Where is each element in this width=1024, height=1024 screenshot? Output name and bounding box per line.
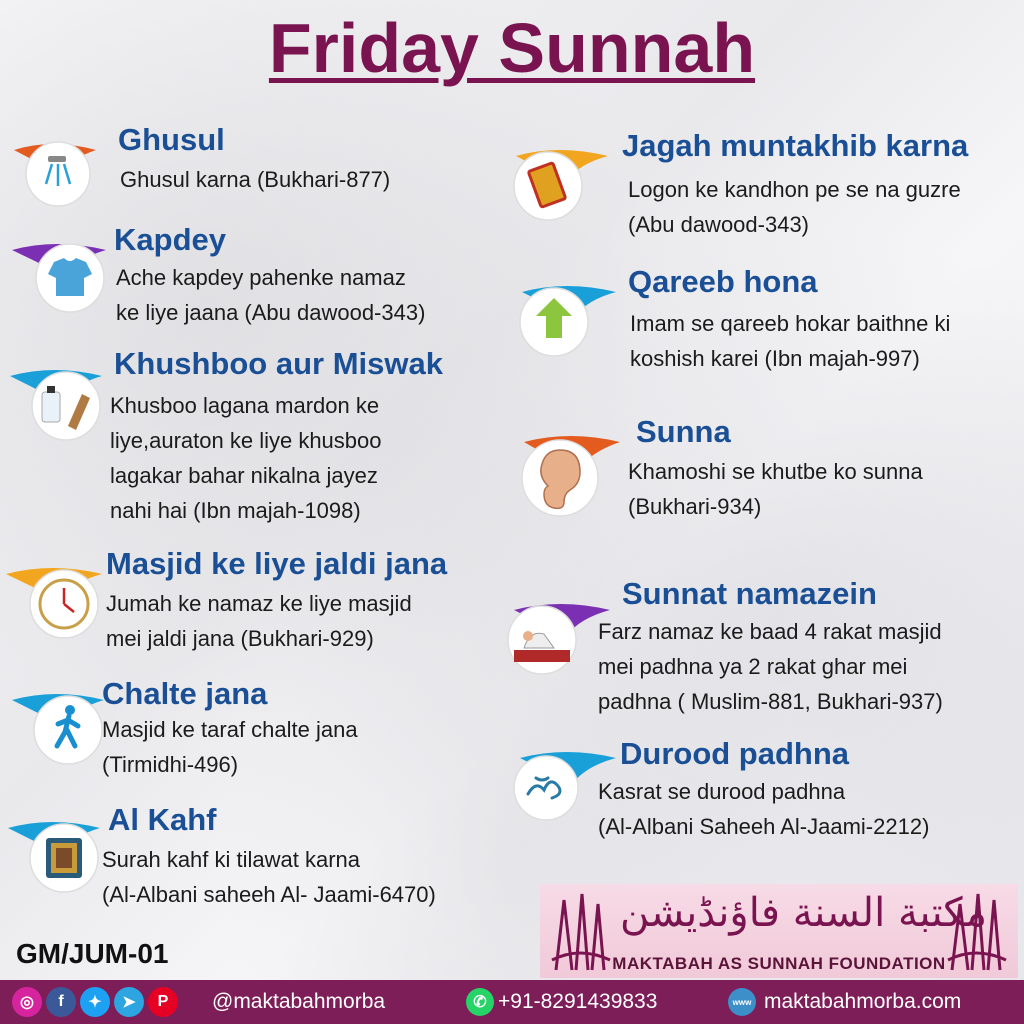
footer-handle-group [212,980,385,1024]
praying-person-icon [500,596,580,676]
item-description: Ache kapdey pahenke namaz ke liye jaana (Abu dawood-343) [116,265,426,325]
item-description: Farz namaz ke baad 4 rakat masjid mei padhna ya 2 rakat ghar mei padhna ( Muslim-881, Bukhari-937) [598,619,943,714]
twitter-icon[interactable]: ✦ [80,987,110,1017]
item-heading: Kapdey [114,222,226,257]
item-heading: Sunna [636,414,731,449]
item-heading: Jagah muntakhib karna [622,128,969,163]
item-description: Khamoshi se khutbe ko sunna (Bukhari-934) [628,459,923,519]
item-description: Logon ke kandhon pe se na guzre (Abu dawood-343) [628,177,961,237]
item-description: Kasrat se durood padhna (Al-Albani Saheeh Al-Jaami-2212) [598,779,930,839]
perfume-miswak-icon [10,358,90,438]
globe-icon: www [728,988,756,1016]
instagram-icon[interactable]: ◎ [12,987,42,1017]
logo-english-text: MAKTABAH AS SUNNAH FOUNDATION [612,954,946,973]
shower-icon [12,128,92,208]
item-description: Imam se qareeb hokar baithne ki koshish karei (Ibn majah-997) [630,311,951,371]
item-heading: Masjid ke liye jaldi jana [106,546,448,581]
prayer-mat-icon [508,140,588,220]
item-heading: Durood padhna [620,736,850,771]
item-heading: Qareeb hona [628,264,818,299]
quran-book-icon [8,812,88,892]
item-heading: Sunnat namazein [622,576,877,611]
shirt-icon [12,232,92,312]
ear-icon [510,426,590,506]
footer-phone-group [466,980,657,1024]
foundation-logo [540,884,1018,978]
walking-person-icon [12,684,92,764]
item-description: Surah kahf ki tilawat karna (Al-Albani saheeh Al- Jaami-6470) [102,847,436,907]
document-code: GM/JUM-01 [16,938,169,969]
telegram-icon[interactable]: ➤ [114,987,144,1017]
logo-arabic-text: مكتبة السنة فاؤنڈيشن [620,890,988,936]
pinterest-icon[interactable]: P [148,987,178,1017]
arrow-up-icon [512,276,592,356]
footer-phone[interactable]: +91-8291439833 [498,990,658,1013]
footer-website[interactable]: maktabahmorba.com [764,990,962,1013]
facebook-icon[interactable]: f [46,987,76,1017]
item-heading: Ghusul [118,122,225,157]
social-icons [12,980,182,1024]
clock-icon [6,558,86,638]
item-heading: Khushboo aur Miswak [114,346,443,381]
item-description: Masjid ke taraf chalte jana (Tirmidhi-496) [102,717,358,777]
item-description: Khusboo lagana mardon ke liye,auraton ke liye khusboo lagakar bahar nikalna jayez nahi hai (Ibn majah-1098) [110,393,382,523]
footer-handle[interactable]: @maktabahmorba [212,990,386,1013]
footer-website-group [728,980,961,1024]
page-title: Friday Sunnah [268,9,756,87]
item-heading: Al Kahf [108,802,217,837]
item-description: Ghusul karna (Bukhari-877) [120,167,391,192]
whatsapp-icon[interactable]: ✆ [466,988,494,1016]
item-heading: Chalte jana [102,676,268,711]
item-description: Jumah ke namaz ke liye masjid mei jaldi jana (Bukhari-929) [106,591,412,651]
calligraphy-icon [506,744,586,824]
footer-bar [0,980,1024,1024]
